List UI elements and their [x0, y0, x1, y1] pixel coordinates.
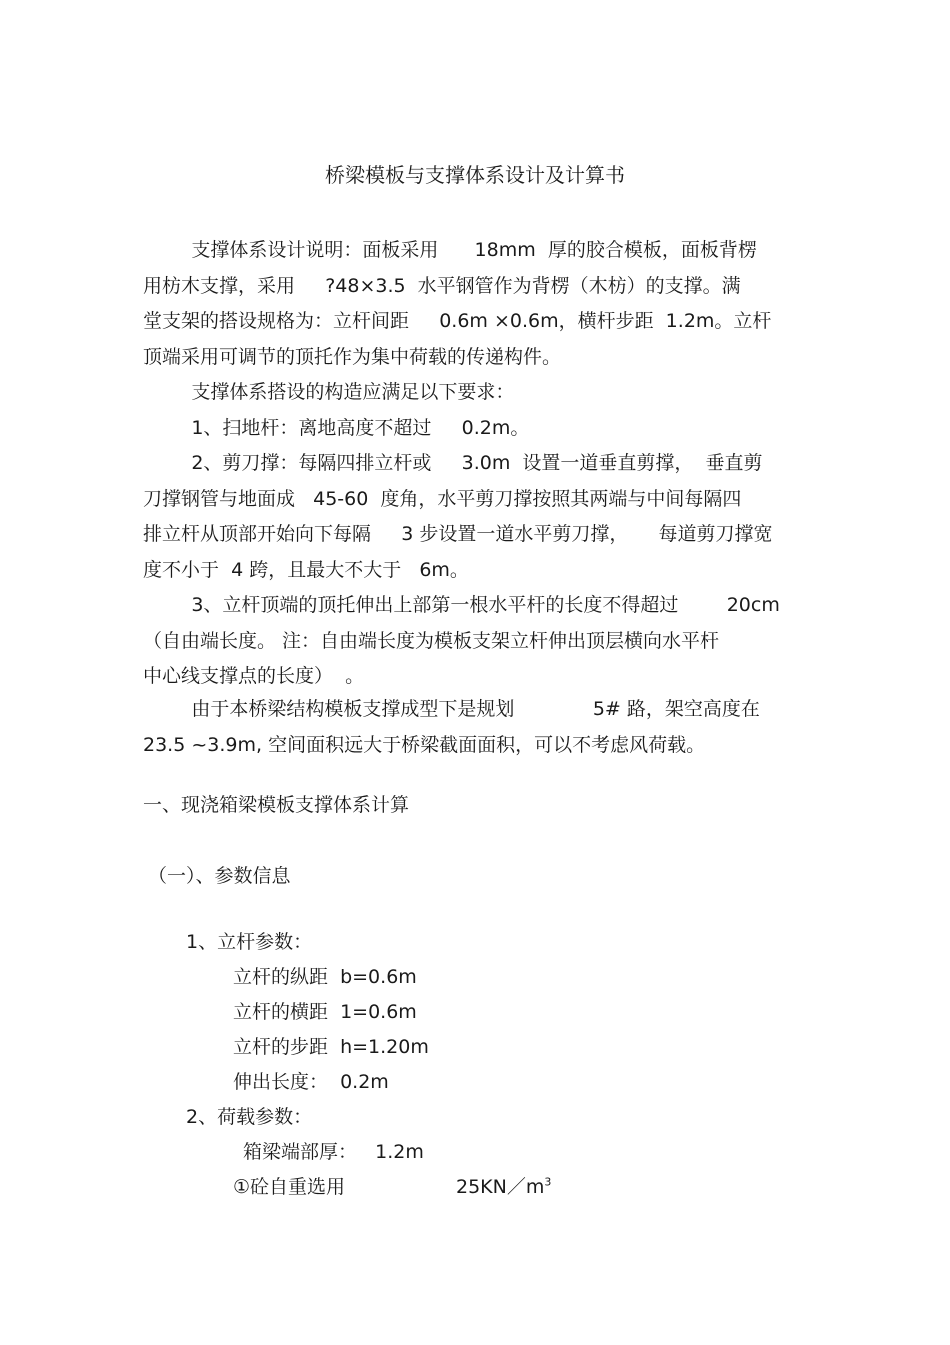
section-heading: 一、现浇箱梁模板支撑体系计算: [143, 794, 410, 816]
text-line: 3、立杆顶端的顶托伸出上部第一根水平杆的长度不得超过 20cm: [143, 594, 780, 616]
text-line: 由于本桥梁结构模板支撑成型下是规划 5# 路，架空高度在: [143, 698, 760, 720]
text-line: 1、扫地杆：离地高度不超过 0.2m。: [143, 417, 530, 439]
text-line: （自由端长度。 注：自由端长度为模板支架立杆伸出顶层横向水平杆: [143, 629, 720, 652]
param-item-value: [456, 1172, 551, 1202]
param-group-title-load: 2、荷载参数：: [186, 1106, 313, 1128]
text-line: 度不小于 4 跨，且最大不大于 6m。: [143, 558, 469, 581]
value-text: 25KN／m: [456, 1176, 545, 1198]
requirement-3: [143, 588, 808, 695]
text-line: 用枋木支撑，采用 ?48×3.5 水平钢管作为背楞（木枋）的支撑。满: [143, 274, 741, 297]
param-item: 箱梁端部厚： 1.2m: [243, 1141, 424, 1163]
subsection-heading: （一）、参数信息: [148, 865, 291, 887]
text-line: 堂支架的搭设规格为：立杆间距 0.6m ×0.6m，横杆步距 1.2m。立杆: [143, 310, 772, 332]
text-line: 支撑体系设计说明：面板采用 18mm 厚的胶合模板，面板背楞: [143, 239, 757, 261]
requirement-1: [143, 411, 808, 447]
superscript: 3: [544, 1175, 552, 1189]
text-line: 2、剪刀撑：每隔四排立杆或 3.0m 设置一道垂直剪撑， 垂直剪: [143, 452, 763, 474]
requirement-2: [143, 446, 808, 588]
param-item: 立杆的横距 1=0.6m: [233, 1001, 417, 1023]
text-line: 顶端采用可调节的顶托作为集中荷载的传递构件。: [143, 345, 562, 368]
text-line: 支撑体系搭设的构造应满足以下要求：: [143, 381, 515, 403]
intro-paragraph: [143, 233, 808, 375]
param-group-title-pole: 1、立杆参数：: [186, 931, 313, 953]
wind-load-paragraph: [143, 692, 808, 763]
param-item: 立杆的步距 h=1.20m: [233, 1036, 429, 1058]
param-item-label: ①砼自重选用: [233, 1176, 346, 1198]
param-item: 立杆的纵距 b=0.6m: [233, 966, 417, 988]
text-line: 23.5 ~3.9m, 空间面积远大于桥梁截面面积，可以不考虑风荷载。: [143, 733, 706, 756]
text-line: 刀撑钢管与地面成 45-60 度角，水平剪刀撑按照其两端与中间每隔四: [143, 487, 742, 510]
text-line: 中心线支撑点的长度） 。: [143, 665, 365, 687]
param-item: 伸出长度： 0.2m: [233, 1071, 389, 1093]
text-line: 排立杆从顶部开始向下每隔 3 步设置一道水平剪刀撑， 每道剪刀撑宽: [143, 523, 773, 545]
document-title: 桥梁模板与支撑体系设计及计算书: [325, 163, 625, 187]
requirements-intro: [143, 375, 808, 411]
